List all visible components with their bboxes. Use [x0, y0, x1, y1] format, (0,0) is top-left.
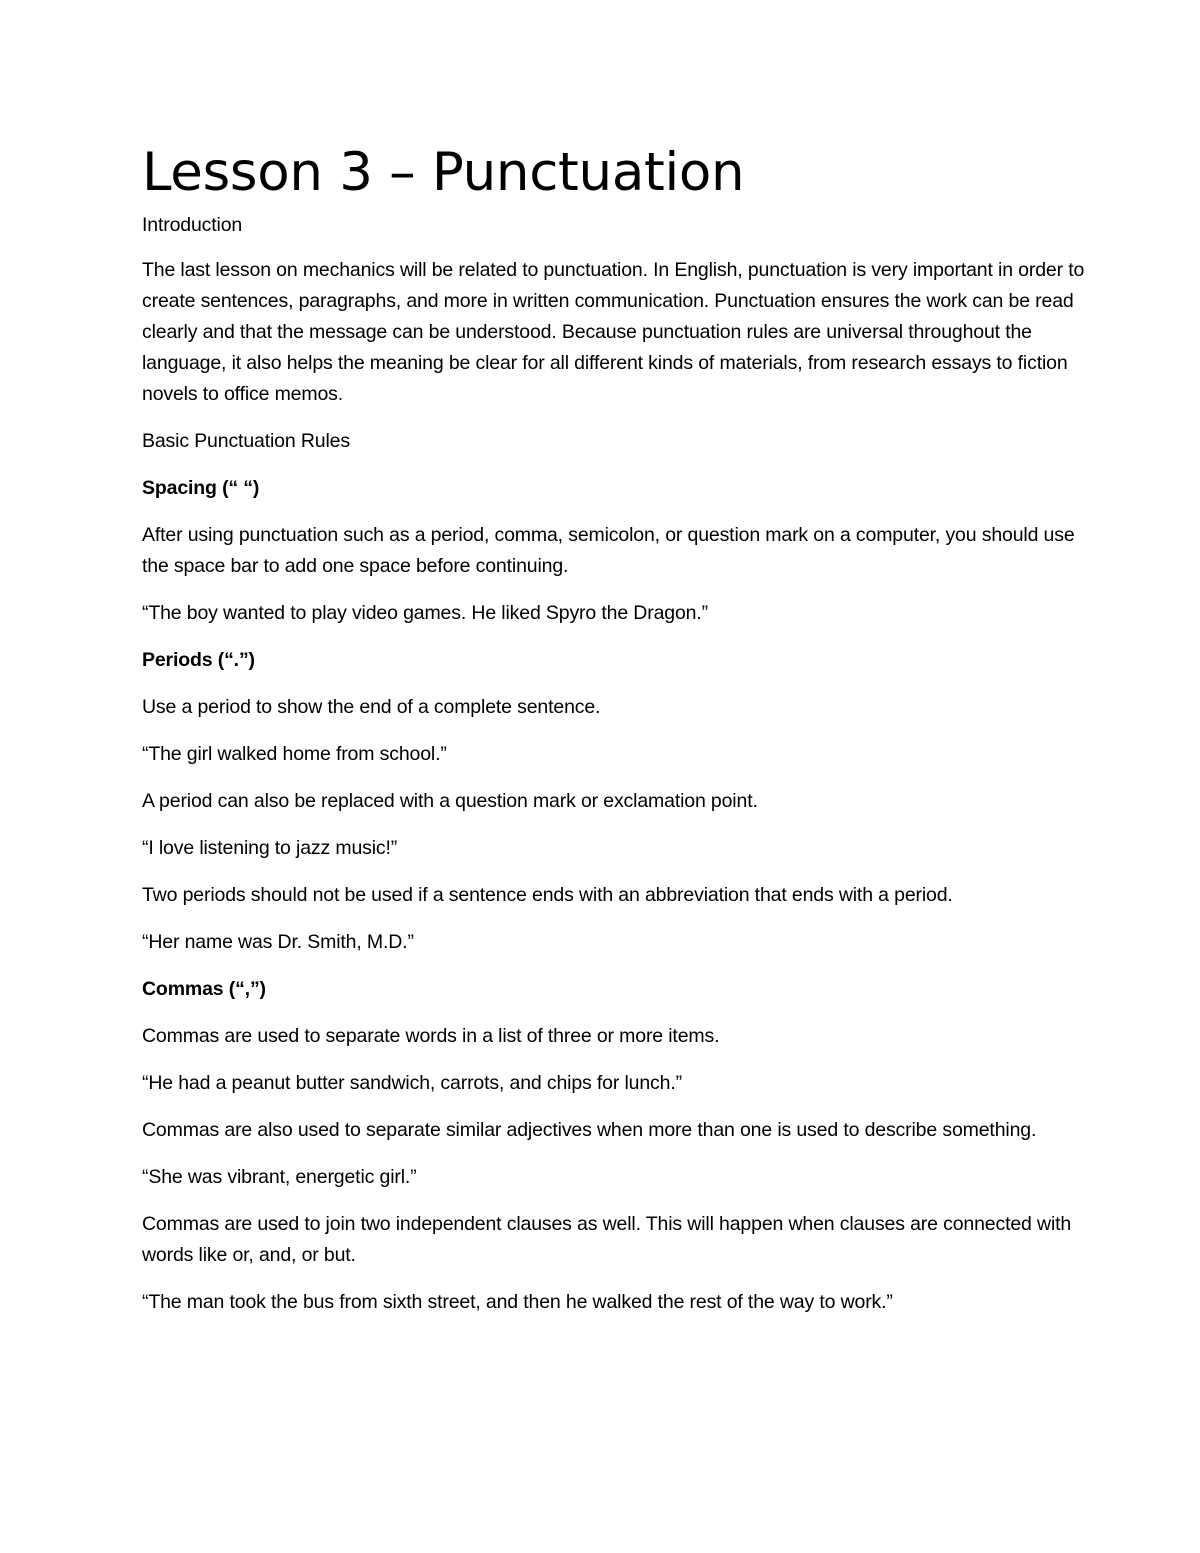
commas-example-3: “The man took the bus from sixth street, and then he walked the rest of the way to work.”: [142, 1291, 893, 1313]
commas-example-2: “She was vibrant, energetic girl.”: [142, 1166, 417, 1188]
spacing-heading: Spacing (“ “): [142, 477, 260, 499]
periods-example-1: “The girl walked home from school.”: [142, 743, 447, 765]
periods-rule-2: A period can also be replaced with a question mark or exclamation point.: [142, 790, 758, 812]
periods-example-2: “I love listening to jazz music!”: [142, 837, 398, 859]
spacing-example: “The boy wanted to play video games. He liked Spyro the Dragon.”: [142, 602, 708, 624]
intro-paragraph: The last lesson on mechanics will be related to punctuation. In English, punctuation is very important in order to create sentences, paragraphs, and more in written communication. Punctuation ensures the work can be read clearly and that the message can be understood. Because punctuation rules are universal throughout the language, it also helps the meaning be clear for all different kinds of materials, from research essays to fiction novels to office memos.: [142, 259, 1085, 405]
page-title: Lesson 3 – Punctuation: [142, 142, 745, 203]
periods-example-3: “Her name was Dr. Smith, M.D.”: [142, 931, 414, 953]
intro-heading: Introduction: [142, 214, 243, 236]
spacing-rule: After using punctuation such as a period, comma, semicolon, or question mark on a computer, you should use the space bar to add one space before continuing.: [142, 524, 1075, 577]
commas-rule-3: Commas are used to join two independent clauses as well. This will happen when clauses are connected with words like or, and, or but.: [142, 1213, 1072, 1266]
document-page: [142, 138, 1102, 1334]
commas-rule-2: Commas are also used to separate similar adjectives when more than one is used to describe something.: [142, 1119, 1037, 1141]
commas-example-1: “He had a peanut butter sandwich, carrots, and chips for lunch.”: [142, 1072, 682, 1094]
commas-rule-1: Commas are used to separate words in a list of three or more items.: [142, 1025, 720, 1047]
periods-rule-1: Use a period to show the end of a complete sentence.: [142, 696, 601, 718]
basic-rules-heading: Basic Punctuation Rules: [142, 430, 350, 452]
periods-heading: Periods (“.”): [142, 649, 255, 671]
commas-heading: Commas (“,”): [142, 978, 266, 1000]
periods-rule-3: Two periods should not be used if a sentence ends with an abbreviation that ends with a period.: [142, 884, 953, 906]
